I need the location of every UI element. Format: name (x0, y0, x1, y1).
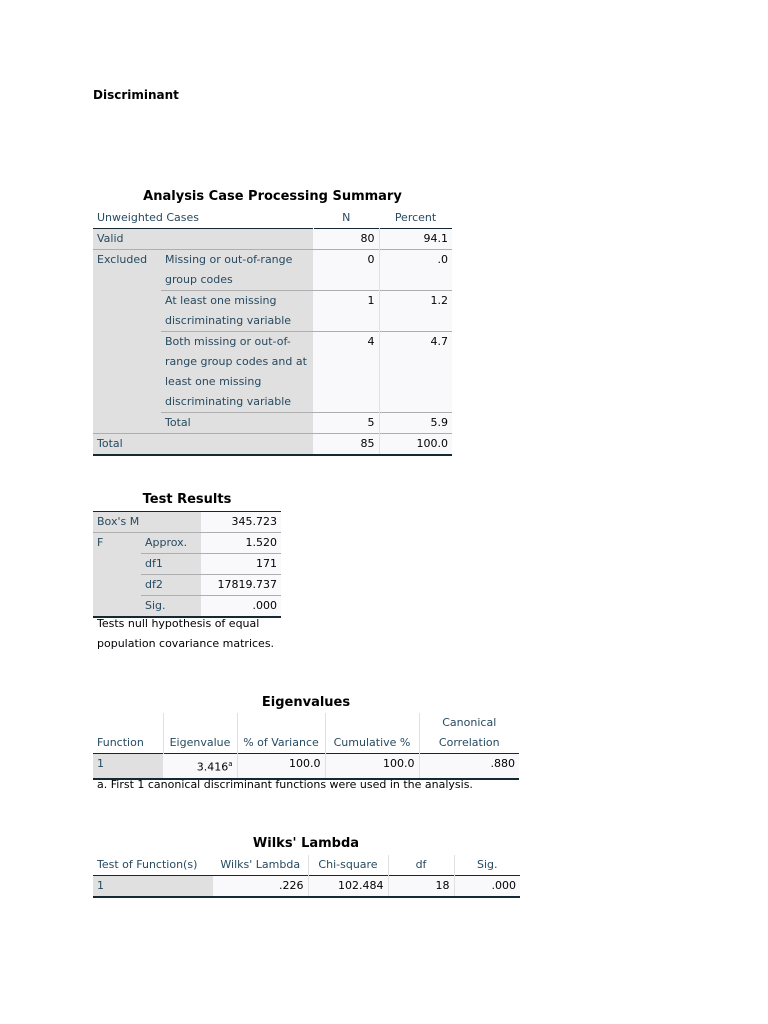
wilks-header-df: df (388, 855, 454, 876)
wilks-table (93, 855, 520, 898)
wilks-header-chisquare: Chi-square (308, 855, 388, 876)
eig-header-cumulative: Cumulative % (325, 713, 419, 754)
test-results-footnote: Tests null hypothesis of equal population covariance matrices. (97, 617, 275, 650)
eig-variance: 100.0 (237, 754, 325, 779)
sig-label: Sig. (141, 596, 201, 618)
wilks-lambda: .226 (213, 876, 308, 898)
df2-value: 17819.737 (201, 575, 281, 596)
total-label: Total (93, 434, 313, 456)
eig-superscript: a (228, 760, 233, 768)
valid-row (93, 229, 452, 250)
valid-percent: 94.1 (379, 229, 452, 250)
total-n: 85 (313, 434, 379, 456)
eig-header-canonical: Canonical Correlation (419, 713, 519, 754)
test-results-table (93, 511, 281, 618)
df1-value: 171 (201, 554, 281, 575)
header-unweighted-cases: Unweighted Cases (97, 211, 200, 224)
eig-eigenvalue-value: 3.416 (196, 760, 229, 774)
eig-header-variance: % of Variance (237, 713, 325, 754)
wilks-df: 18 (388, 876, 454, 898)
df1-label: df1 (141, 554, 201, 575)
wilks-header-sig: Sig. (454, 855, 520, 876)
excluded-discrim-percent: 1.2 (379, 291, 452, 332)
excluded-missing-percent: .0 (379, 250, 452, 291)
excluded-missing-n: 0 (313, 250, 379, 291)
eigenvalues-header-row (93, 713, 519, 754)
eigenvalues-title: Eigenvalues (261, 695, 351, 710)
excluded-missing-label: Missing or out-of-range group codes (161, 250, 313, 291)
excluded-row-0 (93, 250, 452, 291)
case-summary-table (93, 208, 452, 456)
boxm-label: Box's M (93, 512, 201, 533)
boxm-row (93, 512, 281, 533)
excluded-discrim-n: 1 (313, 291, 379, 332)
excluded-total-percent: 5.9 (379, 413, 452, 434)
total-row (93, 434, 452, 456)
test-results-title: Test Results (142, 492, 232, 507)
eig-header-function: Function (97, 736, 144, 749)
wilks-header-function: Test of Function(s) (97, 858, 198, 871)
excluded-total-label: Total (161, 413, 313, 434)
f-row-approx (93, 533, 281, 554)
case-summary-title: Analysis Case Processing Summary (143, 189, 402, 204)
header-percent: Percent (394, 211, 437, 224)
excluded-both-percent: 4.7 (379, 332, 452, 413)
header-n: N (313, 208, 379, 229)
wilks-chisquare: 102.484 (308, 876, 388, 898)
eig-cumulative: 100.0 (325, 754, 419, 779)
df2-label: df2 (141, 575, 201, 596)
eigenvalues-table (93, 713, 519, 780)
wilks-header-lambda: Wilks' Lambda (220, 858, 301, 871)
excluded-discrim-label: At least one missing discriminating variable (161, 291, 313, 332)
approx-label: Approx. (141, 533, 201, 554)
wilks-header-row (93, 855, 520, 876)
wilks-row-1 (93, 876, 520, 898)
excluded-both-n: 4 (313, 332, 379, 413)
eig-canonical: .880 (419, 754, 519, 779)
eigenvalues-footnote: a. First 1 canonical discriminant functions were used in the analysis. (97, 778, 473, 791)
valid-label: Valid (93, 229, 313, 250)
eig-header-eigenvalue: Eigenvalue (163, 713, 237, 754)
sig-value: .000 (201, 596, 281, 618)
boxm-value: 345.723 (201, 512, 281, 533)
page-heading: Discriminant (93, 88, 179, 102)
total-percent: 100.0 (379, 434, 452, 456)
eig-function: 1 (93, 754, 163, 779)
valid-n: 80 (313, 229, 379, 250)
approx-value: 1.520 (201, 533, 281, 554)
f-label: F (93, 533, 141, 618)
wilks-sig: .000 (454, 876, 520, 898)
excluded-total-n: 5 (313, 413, 379, 434)
wilks-function: 1 (93, 876, 213, 898)
excluded-both-label: Both missing or out-of-range group codes and at least one missing discriminating variable (161, 332, 313, 413)
excluded-label: Excluded (93, 250, 161, 434)
wilks-title: Wilks' Lambda (252, 836, 360, 851)
case-summary-header-row (93, 208, 452, 229)
